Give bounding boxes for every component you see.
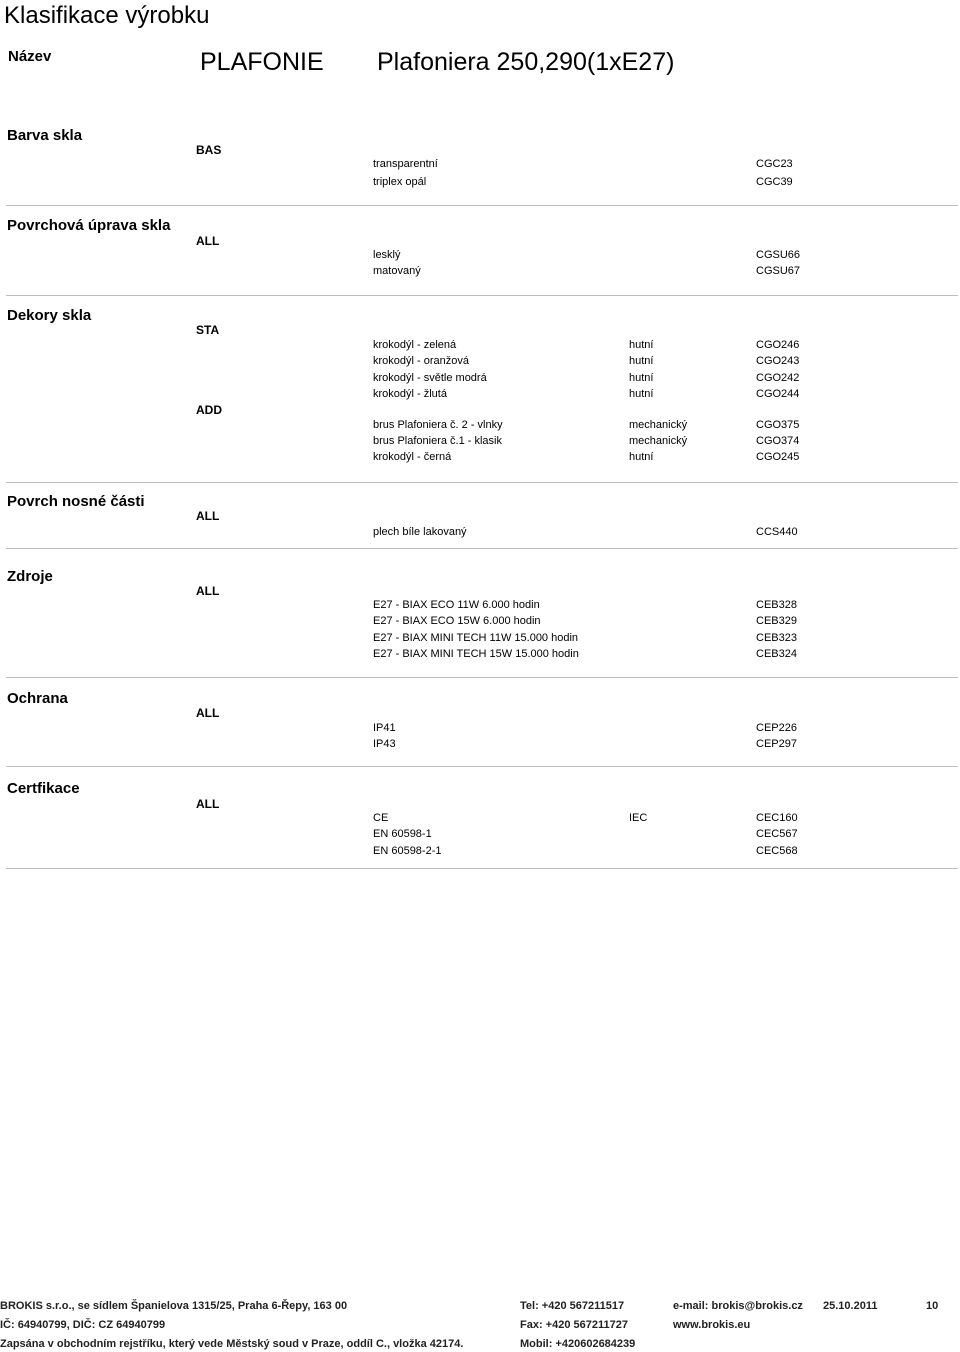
item-code: CGO246 <box>756 339 800 351</box>
item-description: krokodýl - černá <box>373 451 452 463</box>
product-code: PLAFONIE <box>200 48 324 76</box>
group-code: BAS <box>196 143 222 157</box>
item-description: krokodýl - oranžová <box>373 355 469 367</box>
item-type: hutní <box>629 339 654 351</box>
item-type: hutní <box>629 451 654 463</box>
item-description: CE <box>373 812 389 824</box>
item-code: CGO375 <box>756 419 800 431</box>
item-type: mechanický <box>629 419 688 431</box>
document-title: Klasifikace výrobku <box>4 2 210 29</box>
item-description: IP43 <box>373 738 396 750</box>
item-description: E27 - BIAX MINI TECH 15W 15.000 hodin <box>373 648 579 660</box>
group-code: ALL <box>196 509 220 523</box>
item-description: lesklý <box>373 249 401 261</box>
item-code: CCS440 <box>756 526 798 538</box>
footer-email[interactable]: e-mail: brokis@brokis.cz <box>673 1300 803 1312</box>
item-code: CGC39 <box>756 176 793 188</box>
item-code: CGO244 <box>756 388 800 400</box>
footer-company: BROKIS s.r.o., se sídlem Španielova 1315/25, Praha 6-Řepy, 163 00 <box>0 1300 348 1312</box>
item-code: CEB324 <box>756 648 797 660</box>
item-code: CGO245 <box>756 451 800 463</box>
item-code: CGC23 <box>756 158 793 170</box>
section-divider <box>6 548 958 549</box>
item-code: CEP297 <box>756 738 797 750</box>
item-description: brus Plafoniera č. 2 - vlnky <box>373 419 503 431</box>
section-divider <box>6 205 958 206</box>
section-title: Zdroje <box>7 568 53 585</box>
item-type: IEC <box>629 812 648 824</box>
item-description: matovaný <box>373 265 421 277</box>
section-title: Barva skla <box>7 127 83 144</box>
section-title: Povrchová úprava skla <box>7 217 171 234</box>
footer-web[interactable]: www.brokis.eu <box>673 1319 751 1331</box>
section-divider <box>6 677 958 678</box>
item-code: CEC160 <box>756 812 798 824</box>
item-code: CGO374 <box>756 435 800 447</box>
section-title: Dekory skla <box>7 307 92 324</box>
footer-page-number: 10 <box>926 1300 939 1312</box>
item-description: triplex opál <box>373 176 427 188</box>
footer-ids: IČ: 64940799, DIČ: CZ 64940799 <box>0 1319 166 1331</box>
item-description: E27 - BIAX MINI TECH 11W 15.000 hodin <box>373 632 579 644</box>
item-description: IP41 <box>373 722 396 734</box>
item-description: EN 60598-1 <box>373 828 432 840</box>
item-description: krokodýl - světle modrá <box>373 372 487 384</box>
group-code: ADD <box>196 403 222 417</box>
item-code: CEB329 <box>756 615 797 627</box>
group-code: ALL <box>196 797 220 811</box>
item-code: CGSU67 <box>756 265 801 277</box>
item-code: CGSU66 <box>756 249 801 261</box>
item-code: CEC568 <box>756 845 798 857</box>
section-title: Certfikace <box>7 780 80 797</box>
section-divider <box>6 295 958 296</box>
item-code: CEP226 <box>756 722 797 734</box>
item-type: hutní <box>629 388 654 400</box>
footer-fax: Fax: +420 567211727 <box>520 1319 628 1331</box>
group-code: ALL <box>196 584 220 598</box>
item-description: EN 60598-2-1 <box>373 845 442 857</box>
item-code: CEB328 <box>756 599 797 611</box>
group-code: ALL <box>196 706 220 720</box>
item-type: mechanický <box>629 435 688 447</box>
item-description: transparentní <box>373 158 438 170</box>
item-code: CEB323 <box>756 632 797 644</box>
section-divider <box>6 766 958 767</box>
group-code: STA <box>196 323 220 337</box>
item-description: krokodýl - žlutá <box>373 388 447 400</box>
item-code: CGO242 <box>756 372 800 384</box>
item-description: E27 - BIAX ECO 11W 6.000 hodin <box>373 599 540 611</box>
section-title: Povrch nosné části <box>7 493 145 510</box>
section-title: Ochrana <box>7 690 68 707</box>
footer-tel: Tel: +420 567211517 <box>520 1300 625 1312</box>
item-type: hutní <box>629 355 654 367</box>
item-code: CEC567 <box>756 828 798 840</box>
product-name: Plafoniera 250,290(1xE27) <box>377 48 675 76</box>
item-code: CGO243 <box>756 355 800 367</box>
footer-mobil: Mobil: +420602684239 <box>520 1338 636 1350</box>
footer-date: 25.10.2011 <box>823 1300 878 1312</box>
name-label: Název <box>8 48 52 65</box>
item-description: krokodýl - zelená <box>373 339 457 351</box>
section-divider <box>6 868 958 869</box>
item-description: brus Plafoniera č.1 - klasik <box>373 435 502 447</box>
section-divider <box>6 482 958 483</box>
item-description: E27 - BIAX ECO 15W 6.000 hodin <box>373 615 541 627</box>
group-code: ALL <box>196 234 220 248</box>
item-type: hutní <box>629 372 654 384</box>
item-description: plech bíle lakovaný <box>373 526 467 538</box>
footer-register: Zapsána v obchodním rejstříku, který vede Městský soud v Praze, oddíl C., vložka 42174. <box>0 1338 464 1350</box>
